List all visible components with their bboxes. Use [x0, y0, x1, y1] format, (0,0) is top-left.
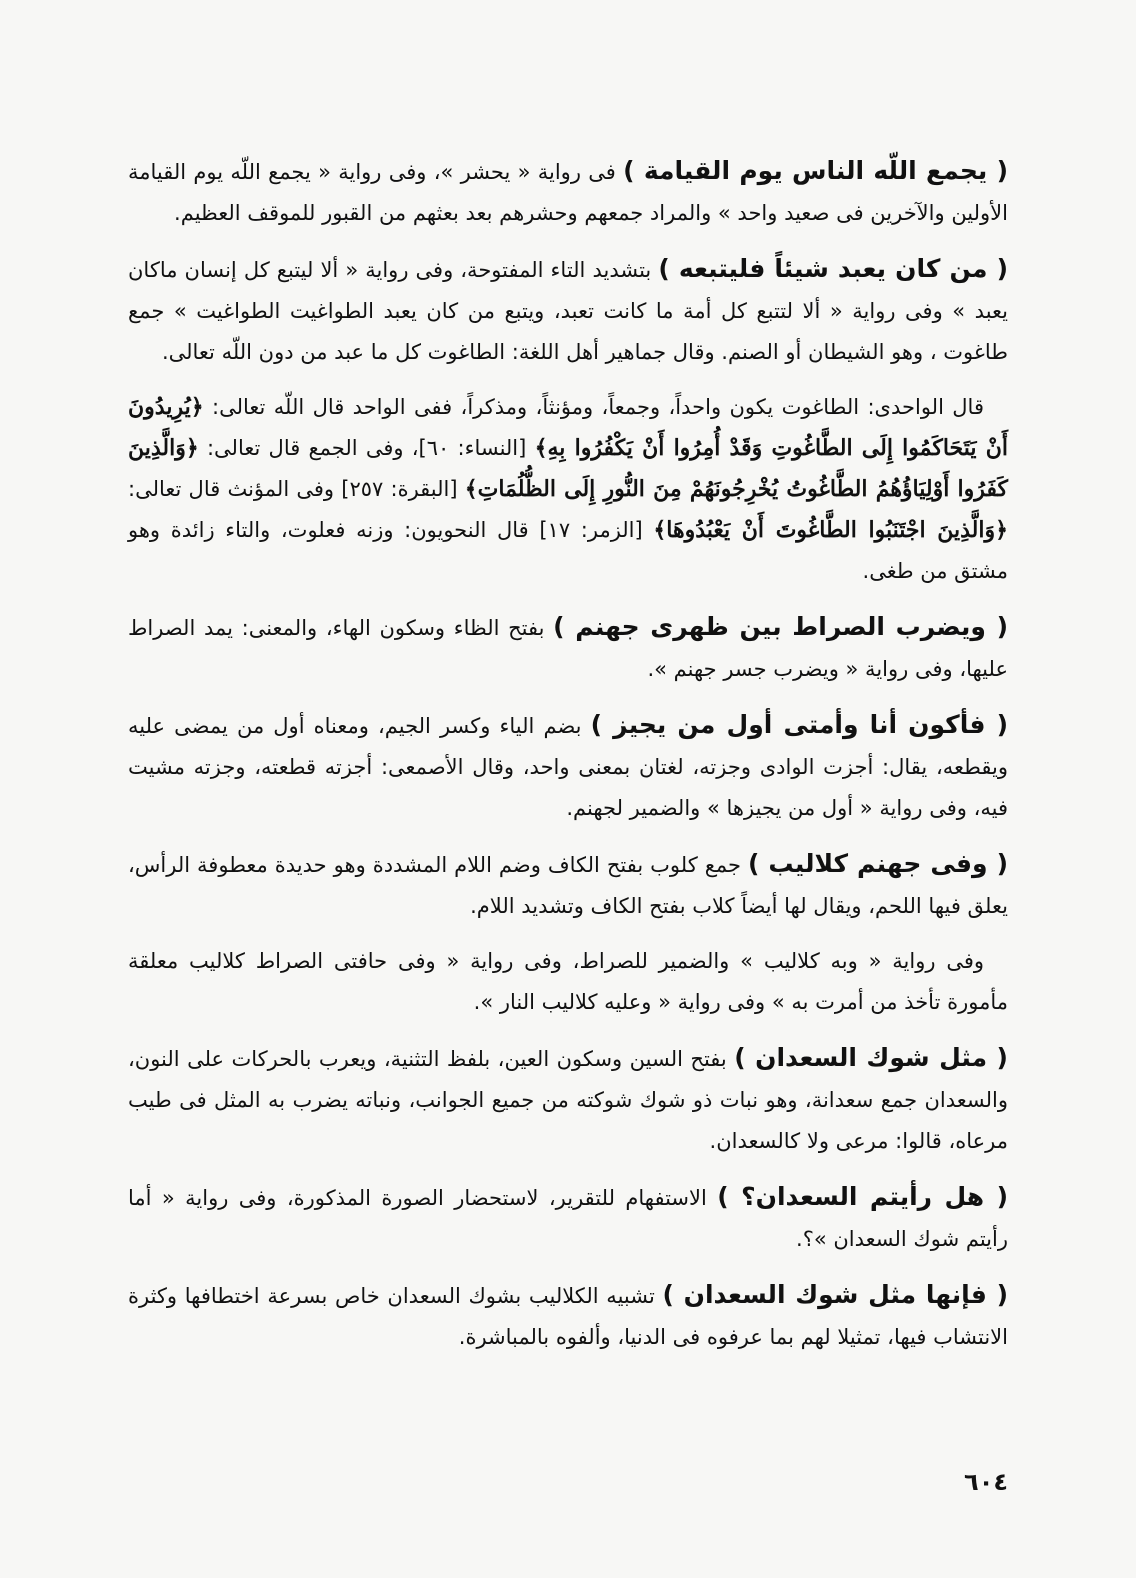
quran-verse-nisa: ﴿يُرِيدُونَ أَنْ يَتَحَاكَمُوا إِلَى الطَّاغُوتِ وَقَدْ أُمِرُوا أَنْ يَكْفُرُوا بِهِ﴾ — [128, 394, 1008, 461]
paragraph-hal-raaytum — [128, 1176, 1008, 1260]
paragraph-text: الاستفهام للتقرير، لاستحضار الصورة المذكورة، وفى رواية « أما رأيتم شوك السعدان »؟. — [128, 1186, 1008, 1251]
paragraph-text: تشبيه الكلاليب بشوك السعدان خاص بسرعة اختطافها وكثرة الانتشاب فيها، تمثيلا لهم بما عرفوه فى الدنيا، وألفوه بالمباشرة. — [128, 1284, 1008, 1349]
quran-verse-zumar: ﴿وَالَّذِينَ اجْتَنَبُوا الطَّاغُوتَ أَنْ يَعْبُدُوهَا﴾ — [653, 517, 1008, 543]
paragraph-ujeez — [128, 704, 1008, 829]
paragraph-man-kana — [128, 248, 1008, 373]
lemma-heading: ( مثل شوك السعدان ) — [734, 1043, 1008, 1072]
paragraph-text: وفى رواية « وبه كلاليب » والضمير للصراط، وفى رواية « وفى حافتى الصراط كلاليب معلقة مأمورة تأخذ من أمرت به » وفى رواية « وعليه كلاليب النار ». — [128, 949, 1008, 1014]
paragraph-text: فى رواية « يحشر »، وفى رواية « يجمع اللّه يوم القيامة الأولين والآخرين فى صعيد واحد » والمراد جمعهم وحشرهم بعد بعثهم من القبور للموقف العظيم. — [128, 160, 1008, 225]
paragraph-text: بفتح الظاء وسكون الهاء، والمعنى: يمد الصراط عليها، وفى رواية « ويضرب جسر جهنم ». — [128, 616, 1008, 681]
paragraph-sirat — [128, 606, 1008, 690]
lemma-heading: ( فأكون أنا وأمتى أول من يجيز ) — [590, 710, 1008, 739]
paragraph-text: بتشديد التاء المفتوحة، وفى رواية « ألا ليتبع كل إنسان ماكان يعبد » وفى رواية « ألا لتتبع كل أمة ما كانت تعبد، ويتبع من كان يعبد الطواغيت الطواغيت » جمع طاغوت ، وهو الشيطان أو الصنم. وقال جماهير أهل اللغة: الطاغوت كل ما عبد من دون اللّه تعالى. — [128, 258, 1008, 364]
lemma-heading: ( من كان يعبد شيئاً فليتبعه ) — [658, 254, 1008, 283]
lemma-heading: ( فإنها مثل شوك السعدان ) — [662, 1280, 1008, 1309]
lemma-heading: ( يجمع اللّه الناس يوم القيامة ) — [623, 156, 1008, 185]
paragraph-wahidi-quote — [128, 387, 1008, 592]
lemma-heading: ( وفى جهنم كلاليب ) — [748, 849, 1009, 878]
paragraph-text: بفتح السين وسكون العين، بلفظ التثنية، ويعرب بالحركات على النون، والسعدان جمع سعدانة، وهو نبات ذو شوك شوكته من جميع الجوانب، ونباته يضرب به المثل فى طيب مرعاه، قالوا: مرعى ولا كالسعدان. — [128, 1047, 1008, 1153]
paragraph-yajmaa — [128, 150, 1008, 234]
paragraph-text: قال الواحدى: الطاغوت يكون واحداً، وجمعاً، ومؤنثاً، ومذكراً، ففى الواحد قال اللّه تعالى: — [203, 395, 984, 419]
page-number: ٦٠٤ — [964, 1468, 1008, 1496]
lemma-heading: ( هل رأيتم السعدان؟ ) — [717, 1182, 1008, 1211]
paragraph-text: [البقرة: ٢٥٧] وفى المؤنث قال تعالى: — [128, 477, 465, 501]
paragraph-riwaya-kalaleeb — [128, 941, 1008, 1023]
quran-verse-baqara: ﴿وَالَّذِينَ كَفَرُوا أَوْلِيَاؤُهُمُ الطَّاغُوتُ يُخْرِجُونَهُمْ مِنَ النُّورِ إِلَى الظُّلُمَاتِ﴾ — [128, 435, 1009, 502]
paragraph-text: [الزمر: ١٧] قال النحويون: وزنه فعلوت، والتاء زائدة وهو مشتق من طغى. — [128, 518, 1008, 583]
paragraph-text: بضم الياء وكسر الجيم، ومعناه أول من يمضى عليه ويقطعه، يقال: أجزت الوادى وجزته، لغتان بمعنى واحد، وقال الأصمعى: أجزته قطعته، وجزته مشيت فيه، وفى رواية « أول من يجيزها » والضمير لجهنم. — [128, 714, 1008, 820]
lemma-heading: ( ويضرب الصراط بين ظهرى جهنم ) — [553, 612, 1008, 641]
paragraph-text: [النساء: ٦٠]، وفى الجمع قال تعالى: — [198, 436, 535, 460]
paragraph-kalaleeb — [128, 843, 1008, 927]
paragraph-text: جمع كلوب بفتح الكاف وضم اللام المشددة وهو حديدة معطوفة الرأس، يعلق فيها اللحم، ويقال لها أيضاً كلاب بفتح الكاف وتشديد اللام. — [128, 853, 1008, 918]
paragraph-fainnaha — [128, 1274, 1008, 1358]
paragraph-saadan — [128, 1037, 1008, 1162]
